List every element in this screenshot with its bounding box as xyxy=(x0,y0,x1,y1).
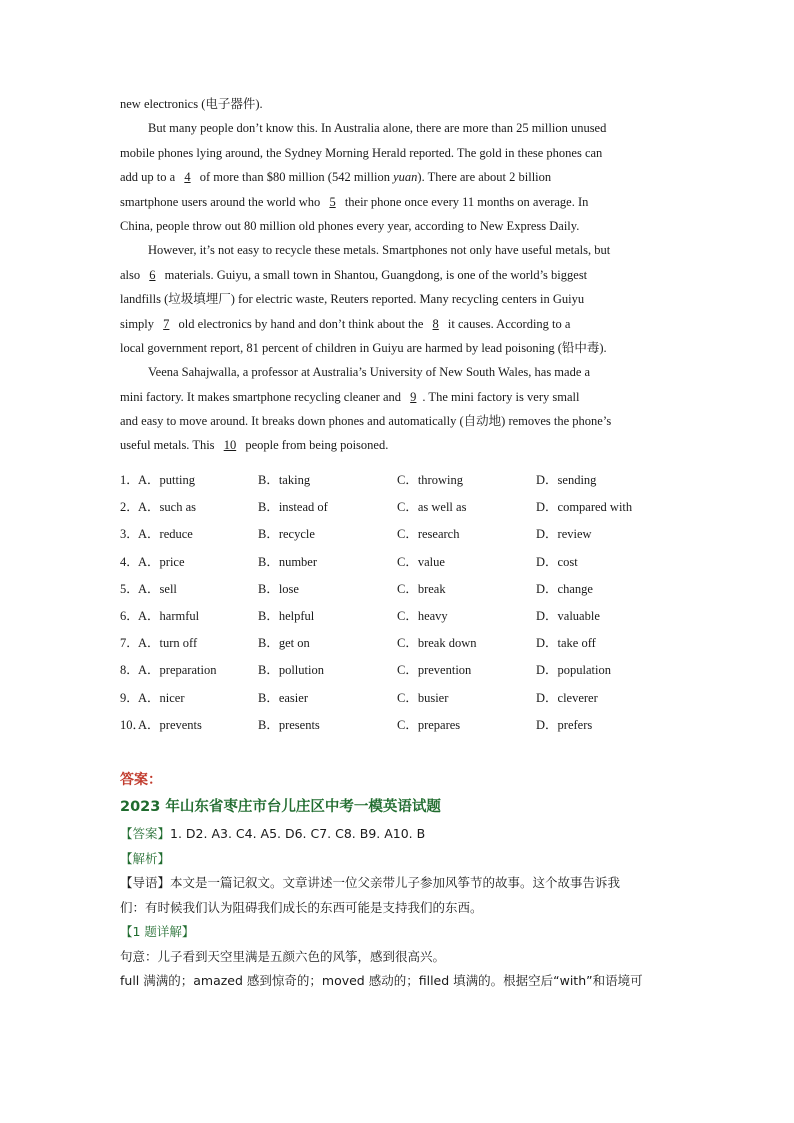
passage-text: . The mini factory is very small xyxy=(422,389,580,404)
passage-line: mobile phones lying around, the Sydney Morning Herald reported. The gold in these phones can xyxy=(120,145,603,160)
passage-text: also xyxy=(120,267,144,282)
guide-line xyxy=(120,871,680,896)
option-c: C．heavy xyxy=(397,608,448,623)
blank-4: 4 xyxy=(184,170,191,185)
guide-line-continued: 们：有时候我们认为阻碍我们成长的东西可能是支持我们的东西。 xyxy=(120,899,483,915)
option-d: D．sending xyxy=(536,473,597,487)
passage-text: of more than $80 million (542 million xyxy=(196,170,394,185)
option-d: D．cleverer xyxy=(536,690,598,705)
question-row xyxy=(120,549,680,576)
option-c: C．prepares xyxy=(397,717,461,732)
exam-title: 2023 年山东省枣庄市台儿庄区中考一模英语试题 xyxy=(120,799,441,815)
option-b: B．recycle xyxy=(258,527,315,542)
question-number: 8． xyxy=(120,663,139,678)
blank-5: 5 xyxy=(329,194,336,209)
option-a: A．such as xyxy=(138,500,196,515)
option-d: D．compared with xyxy=(536,500,633,515)
guide-tag: 【导语】 xyxy=(120,875,171,890)
question-number: 4． xyxy=(120,554,139,569)
option-c: C．prevention xyxy=(397,663,472,678)
answer-text: 1. D2. A3. C4. A5. D6. C7. C8. B9. A10. B xyxy=(170,826,426,841)
question-row xyxy=(120,657,680,684)
question-number: 6． xyxy=(120,608,139,623)
question-row xyxy=(120,521,680,548)
passage-line xyxy=(120,312,676,336)
option-c: C．break xyxy=(397,581,446,596)
option-c: C．research xyxy=(397,527,460,542)
passage-text: people from being poisoned. xyxy=(242,438,389,453)
passage-line: landfills (垃圾填埋厂) for electric waste, Reuters reported. Many recycling centers in Guiyu xyxy=(120,292,585,307)
option-a: A．turn off xyxy=(138,636,198,651)
passage-text: ). There are about 2 billion xyxy=(417,170,552,185)
passage-line: new electronics (电子器件). xyxy=(120,97,263,111)
question-row xyxy=(120,576,680,603)
blank-8: 8 xyxy=(432,316,439,331)
passage-text: smartphone users around the world who xyxy=(120,194,324,209)
passage-text: their phone once every 11 months on average. In xyxy=(341,194,589,209)
passage-line: and easy to move around. It breaks down phones and automatically (自动地) removes the phone’s xyxy=(120,414,612,429)
passage-text-italic: yuan xyxy=(393,170,418,185)
option-d: D．valuable xyxy=(536,608,600,623)
passage-line: China, people throw out 80 million old phones every year, according to New Express Daily. xyxy=(120,218,580,233)
option-c: C．busier xyxy=(397,690,449,705)
passage-text: it causes. According to a xyxy=(444,316,571,331)
blank-6: 6 xyxy=(149,267,156,282)
option-b: B．presents xyxy=(258,717,320,732)
option-b: B．pollution xyxy=(258,663,324,678)
passage-text: old electronics by hand and don’t think about the xyxy=(175,316,427,331)
blank-9: 9 xyxy=(410,389,417,404)
guide-text: 本文是一篇记叙文。文章讲述一位父亲带儿子参加风筝节的故事。这个故事告诉我 xyxy=(170,875,621,890)
option-b: B．instead of xyxy=(258,500,328,515)
answer-section xyxy=(120,768,680,994)
question-row xyxy=(120,685,680,712)
question-number: 3． xyxy=(120,527,139,542)
option-c: C．as well as xyxy=(397,500,467,515)
option-d: D．prefers xyxy=(536,717,593,732)
passage-line: Veena Sahajwalla, a professor at Australia’s University of New South Wales, has made a xyxy=(148,365,591,380)
question-number: 9． xyxy=(120,690,139,705)
option-b: B．taking xyxy=(258,473,311,487)
option-d: D．population xyxy=(536,663,611,678)
option-d: D．review xyxy=(536,527,592,542)
option-b: B．number xyxy=(258,554,318,569)
question-options xyxy=(120,467,680,739)
answer-tag: 【答案】 xyxy=(120,826,171,841)
question-row xyxy=(120,630,680,657)
question-row xyxy=(120,494,680,521)
passage-text: materials. Guiyu, a small town in Shantou, Guangdong, is one of the world’s biggest xyxy=(161,267,588,282)
passage-line xyxy=(120,263,676,287)
option-d: D．cost xyxy=(536,554,578,569)
passage-line xyxy=(120,433,676,457)
passage-line: But many people don’t know this. In Australia alone, there are more than 25 million unused xyxy=(148,121,607,136)
answer-line xyxy=(120,822,680,847)
question-number: 5． xyxy=(120,581,139,596)
passage-line: local government report, 81 percent of children in Guiyu are harmed by lead poisoning (铅中毒). xyxy=(120,340,607,355)
question-row xyxy=(120,603,680,630)
passage-line xyxy=(120,385,676,409)
passage-line xyxy=(120,190,676,214)
option-a: A．price xyxy=(138,554,185,569)
question-number: 10． xyxy=(120,717,146,732)
q1-line: 句意：儿子看到天空里满是五颜六色的风筝，感到很高兴。 xyxy=(120,948,446,964)
blank-10: 10 xyxy=(223,438,237,453)
q1-tag: 【1 题详解】 xyxy=(120,924,195,939)
option-d: D．take off xyxy=(536,636,596,651)
option-b: B．easier xyxy=(258,690,308,705)
passage-line: However, it’s not easy to recycle these metals. Smartphones not only have useful metals, but xyxy=(148,243,611,258)
option-a: A．prevents xyxy=(138,717,202,732)
passage-text: mini factory. It makes smartphone recycling cleaner and xyxy=(120,389,405,404)
reading-passage xyxy=(120,92,676,458)
option-b: B．helpful xyxy=(258,608,315,623)
passage-line xyxy=(120,165,676,189)
q1-line: full 满满的；amazed 感到惊奇的；moved 感动的；filled 填满的。根据空后“with”和语境可 xyxy=(120,973,643,988)
option-c: C．throwing xyxy=(397,473,463,487)
question-number: 1． xyxy=(120,473,139,487)
passage-text: useful metals. This xyxy=(120,438,218,453)
option-a: A．harmful xyxy=(138,608,200,623)
option-a: A．nicer xyxy=(138,690,185,705)
option-b: B．lose xyxy=(258,581,299,596)
option-d: D．change xyxy=(536,581,593,596)
question-row xyxy=(120,712,680,739)
question-row xyxy=(120,467,680,494)
question-number: 7． xyxy=(120,636,139,651)
question-number: 2． xyxy=(120,500,139,515)
option-a: A．sell xyxy=(138,581,177,596)
option-c: C．value xyxy=(397,554,445,569)
analysis-tag: 【解析】 xyxy=(120,850,171,866)
passage-text: add up to a xyxy=(120,170,179,185)
option-a: A．preparation xyxy=(138,663,217,678)
option-a: A．reduce xyxy=(138,527,193,542)
option-b: B．get on xyxy=(258,636,310,651)
q1-detail-heading xyxy=(120,920,680,945)
passage-text: simply xyxy=(120,316,158,331)
analysis-line xyxy=(120,847,680,872)
blank-7: 7 xyxy=(163,316,170,331)
option-a: A．putting xyxy=(138,473,195,487)
answer-heading: 答案： xyxy=(120,772,162,788)
option-c: C．break down xyxy=(397,636,477,651)
